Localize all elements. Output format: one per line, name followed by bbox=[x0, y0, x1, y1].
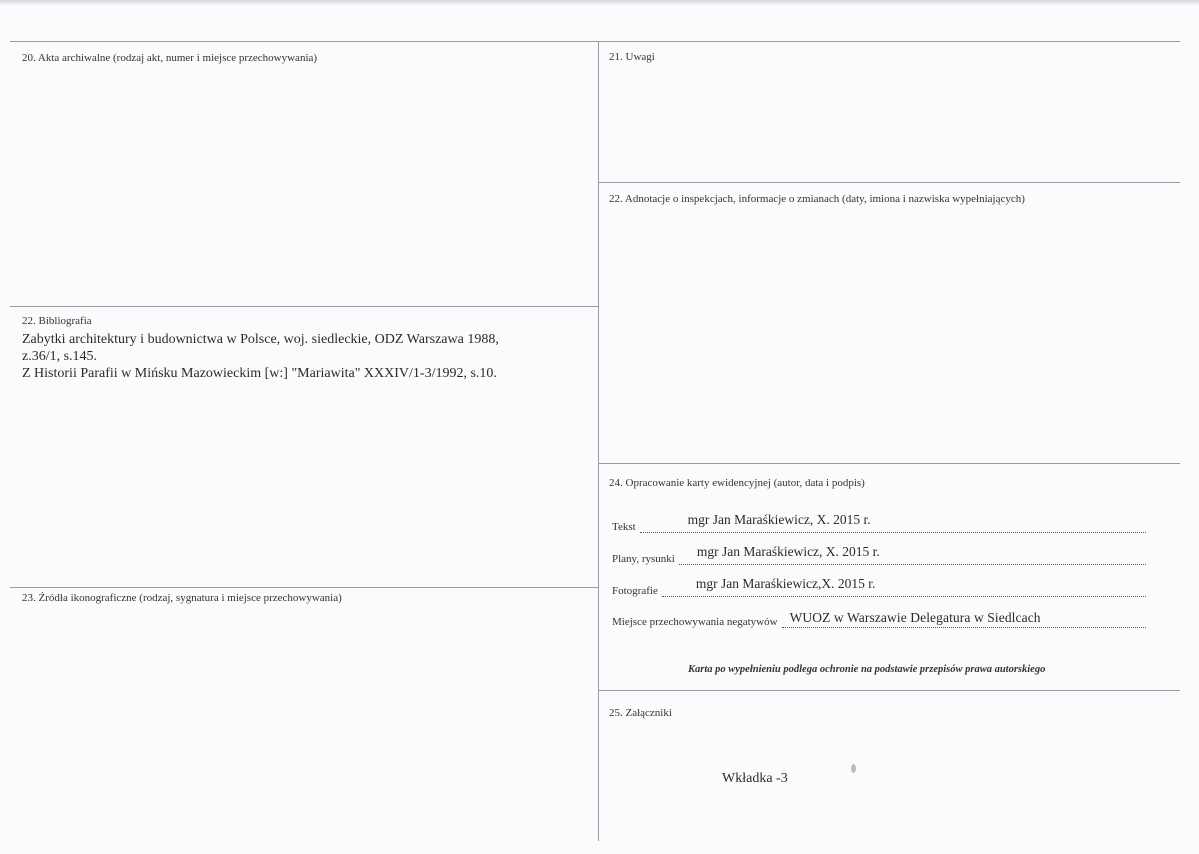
bibliografia-label: 22. Bibliografia bbox=[22, 315, 92, 327]
tekst-value: mgr Jan Maraśkiewicz, X. 2015 r. bbox=[687, 512, 871, 527]
adnotacje-label: 22. Adnotacje o inspekcjach, informacje o zmianach (daty, imiona i nazwiska wypełniających) bbox=[609, 193, 1025, 205]
negatywy-field bbox=[782, 610, 1146, 628]
bibliografia-line: z.36/1, s.145. bbox=[22, 349, 98, 364]
fotografie-row bbox=[612, 576, 1146, 597]
bibliografia-line: Zabytki architektury i budownictwa w Polsce, woj. siedleckie, ODZ Warszawa 1988, bbox=[22, 332, 499, 347]
fotografie-field bbox=[662, 576, 1146, 597]
bibliografia-content bbox=[22, 331, 582, 382]
scan-edge bbox=[0, 0, 1199, 6]
negatywy-value: WUOZ w Warszawie Delegatura w Siedlcach bbox=[789, 610, 1041, 625]
copyright-note: Karta po wypełnieniu podlega ochronie na podstawie przepisów prawa autorskiego bbox=[688, 664, 1046, 675]
akta-label: 20. Akta archiwalne (rodzaj akt, numer i miejsce przechowywania) bbox=[22, 52, 318, 64]
tekst-key: Tekst bbox=[612, 521, 636, 533]
zalaczniki-content: Wkładka -3 bbox=[722, 771, 788, 786]
fotografie-value: mgr Jan Maraśkiewicz,X. 2015 r. bbox=[695, 576, 876, 591]
center-divider bbox=[598, 41, 599, 841]
plany-value: mgr Jan Maraśkiewicz, X. 2015 r. bbox=[696, 544, 880, 559]
plany-key: Plany, rysunki bbox=[612, 553, 675, 565]
zalaczniki-label: 25. Załączniki bbox=[609, 707, 672, 719]
negatywy-key: Miejsce przechowywania negatywów bbox=[612, 616, 778, 628]
bibliografia-line: Z Historii Parafii w Mińsku Mazowieckim [w:] "Mariawita" XXXIV/1-3/1992, s.10. bbox=[22, 366, 497, 381]
tekst-field bbox=[640, 512, 1146, 533]
negatywy-row bbox=[612, 610, 1146, 628]
tekst-row bbox=[612, 512, 1146, 533]
right-divider-1 bbox=[598, 182, 1180, 183]
opracowanie-label: 24. Opracowanie karty ewidencyjnej (autor, data i podpis) bbox=[609, 477, 865, 489]
plany-row bbox=[612, 544, 1146, 565]
zrodla-label: 23. Źródła ikonograficzne (rodzaj, sygnatura i miejsce przechowywania) bbox=[22, 592, 342, 604]
paper-speck bbox=[851, 764, 856, 773]
fotografie-key: Fotografie bbox=[612, 585, 658, 597]
left-divider-2 bbox=[10, 587, 598, 588]
uwagi-label: 21. Uwagi bbox=[609, 51, 655, 63]
left-divider-1 bbox=[10, 306, 598, 307]
plany-field bbox=[679, 544, 1146, 565]
right-divider-2 bbox=[598, 463, 1180, 464]
top-border bbox=[10, 41, 1180, 42]
right-divider-3 bbox=[598, 690, 1180, 691]
